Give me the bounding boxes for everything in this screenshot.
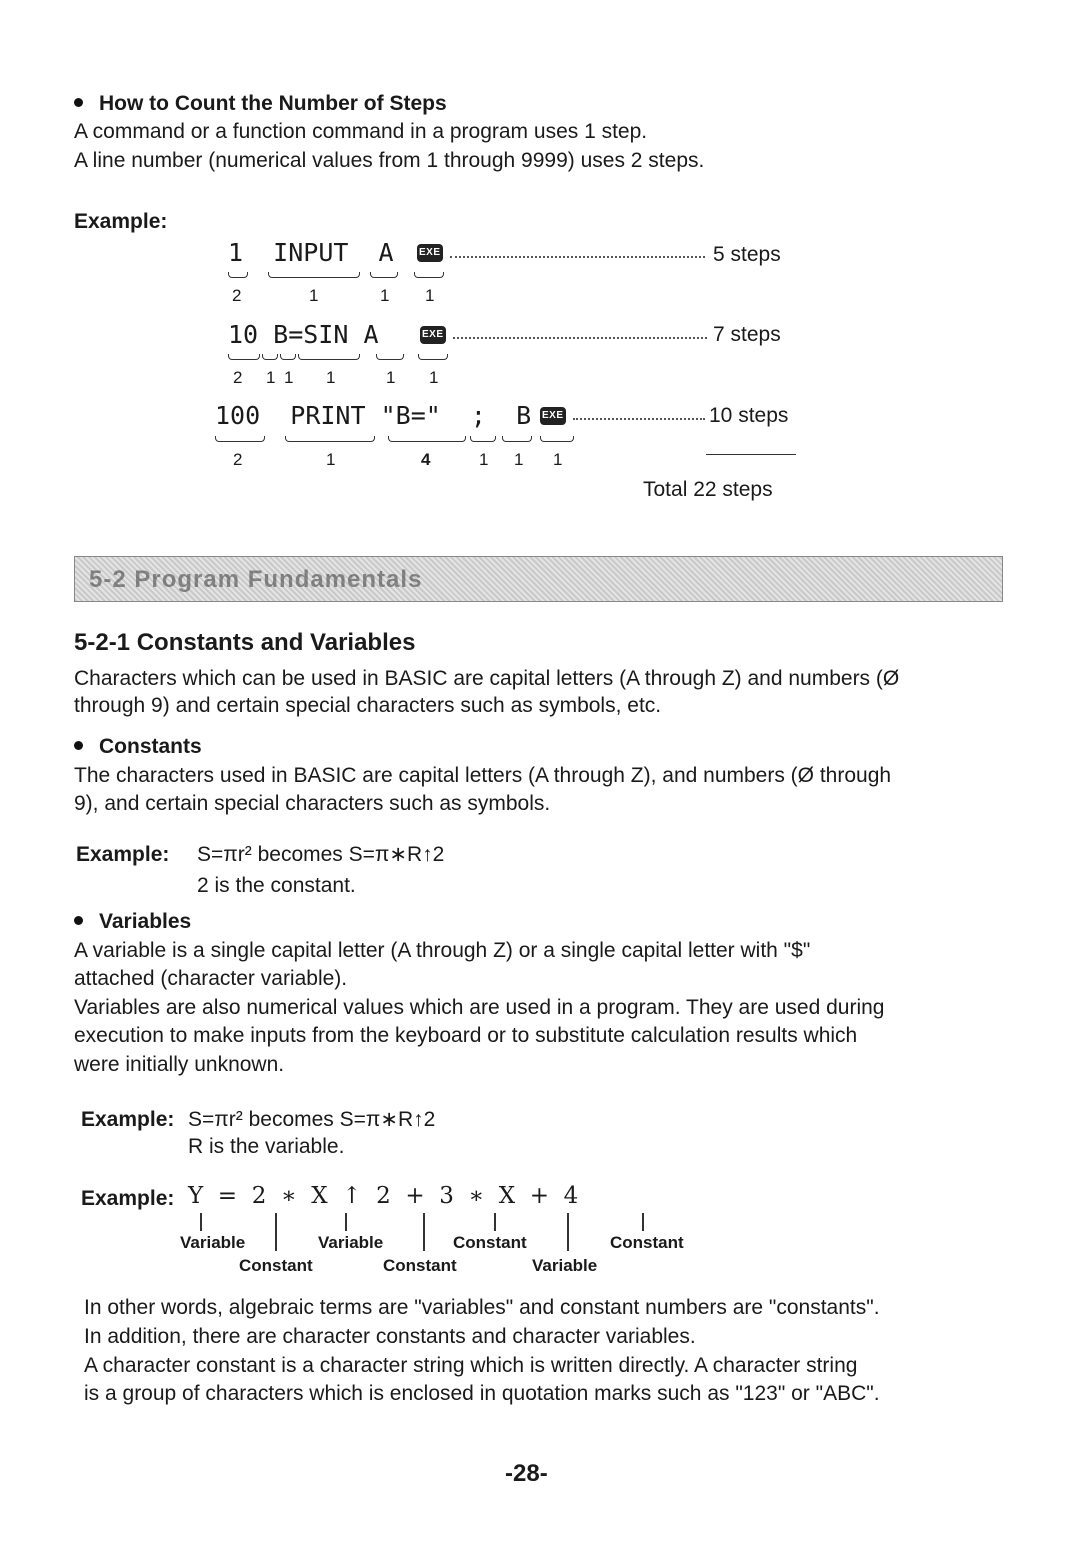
variables-line-2: attached (character variable).	[74, 967, 348, 990]
count-bracket	[376, 354, 404, 360]
steps-heading-text: How to Count the Number of Steps	[99, 92, 447, 115]
example-constant-note: 2 is the constant.	[197, 874, 356, 897]
variables-line-3: Variables are also numerical values which are used in a program. They are used during	[74, 996, 885, 1019]
count-bracket	[388, 436, 466, 442]
variables-line-4: execution to make inputs from the keyboard or to substitute calculation results which	[74, 1024, 858, 1047]
term-label: Variable	[180, 1233, 246, 1252]
dotted-leader	[450, 256, 705, 258]
steps-heading	[74, 90, 447, 118]
example-label-3: Example:	[81, 1108, 175, 1131]
count-bracket	[228, 272, 248, 278]
variable: B	[516, 401, 532, 430]
pointer-line	[275, 1213, 277, 1251]
paragraph-line-1: In other words, algebraic terms are "variables" and constant numbers are "constants".	[84, 1296, 880, 1319]
step-count: 1	[429, 368, 439, 387]
count-bracket	[298, 354, 360, 360]
command: INPUT	[273, 238, 349, 267]
constants-heading	[74, 733, 202, 761]
count-bracket	[414, 272, 444, 278]
program-line-1	[228, 238, 394, 267]
total-rule	[706, 454, 796, 455]
bullet-icon	[74, 98, 83, 107]
term-label: Constant	[610, 1233, 684, 1252]
string-literal: "B="	[380, 401, 441, 430]
line-number: 1	[228, 238, 244, 267]
paragraph-line-3: A character constant is a character string which is written directly. A character string	[84, 1354, 858, 1377]
count-bracket	[280, 354, 296, 360]
count-bracket	[418, 354, 448, 360]
step-count: 2	[233, 450, 243, 469]
step-count: 1	[386, 368, 396, 387]
constants-line-1: The characters used in BASIC are capital letters (A through Z), and numbers (Ø through	[74, 764, 892, 787]
count-bracket	[268, 272, 360, 278]
step-count: 1	[326, 368, 336, 387]
constants-line-2: 9), and certain special characters such as symbols.	[74, 792, 551, 815]
term-label: Constant	[239, 1256, 313, 1275]
example-label-1: Example:	[74, 210, 168, 233]
step-count: 1	[266, 368, 276, 387]
variables-heading-text: Variables	[99, 910, 192, 933]
example-label-2: Example:	[76, 843, 170, 866]
total-steps: Total 22 steps	[643, 478, 773, 501]
count-bracket	[262, 354, 278, 360]
example-constant-expression: S=πr² becomes S=π∗R↑2	[197, 843, 445, 866]
dotted-leader	[453, 337, 707, 339]
variable: A	[378, 238, 394, 267]
banner-title: 5-2 Program Fundamentals	[89, 566, 423, 593]
step-count: 2	[232, 286, 242, 305]
step-count: 1	[479, 450, 489, 469]
term-label: Constant	[453, 1233, 527, 1252]
dotted-leader	[573, 418, 705, 420]
paragraph-line-4: is a group of characters which is enclosed in quotation marks such as "123" or "ABC".	[84, 1382, 880, 1405]
intro-line-2: through 9) and certain special characters such as symbols, etc.	[74, 694, 662, 717]
variables-heading	[74, 908, 191, 936]
steps-count-3: 10 steps	[709, 404, 789, 427]
step-count: 1	[425, 286, 435, 305]
step-count: 1	[553, 450, 563, 469]
constants-variables-heading: 5-2-1 Constants and Variables	[74, 629, 416, 656]
count-bracket	[470, 436, 496, 442]
separator: ;	[470, 401, 486, 430]
example-variable-note: R is the variable.	[188, 1135, 345, 1158]
command: PRINT	[290, 401, 366, 430]
step-count: 1	[326, 450, 336, 469]
step-count: 1	[380, 286, 390, 305]
count-bracket	[540, 436, 574, 442]
count-bracket	[370, 272, 398, 278]
program-line-2: 10 B=SIN A	[228, 320, 379, 349]
steps-line-1: A command or a function command in a program uses 1 step.	[74, 120, 648, 143]
count-bracket	[285, 436, 375, 442]
step-count: 1	[309, 286, 319, 305]
bullet-icon	[74, 741, 83, 750]
count-bracket	[215, 436, 265, 442]
pointer-line	[423, 1213, 425, 1251]
page-number: -28-	[505, 1460, 548, 1487]
step-count: 4	[421, 450, 431, 469]
steps-count-2: 7 steps	[713, 323, 781, 346]
step-count: 1	[514, 450, 524, 469]
exe-key-icon: EXE	[417, 244, 443, 262]
paragraph-line-2: In addition, there are character constants and character variables.	[84, 1325, 696, 1348]
pointer-line	[200, 1213, 202, 1231]
program-line-3	[215, 401, 531, 430]
section-banner	[74, 556, 1003, 602]
term-label: Variable	[318, 1233, 384, 1252]
count-bracket	[502, 436, 532, 442]
bullet-icon	[74, 916, 83, 925]
example-variable-expression: S=πr² becomes S=π∗R↑2	[188, 1108, 436, 1131]
pointer-line	[567, 1213, 569, 1251]
example-expression: Y = 2 ∗ X ↑ 2 + 3 ∗ X + 4	[188, 1183, 579, 1209]
step-count: 2	[233, 368, 243, 387]
exe-key-icon: EXE	[420, 326, 446, 344]
pointer-line	[494, 1213, 496, 1231]
count-bracket	[228, 354, 260, 360]
example-label-4: Example:	[81, 1187, 175, 1210]
pointer-line	[345, 1213, 347, 1231]
step-count: 1	[284, 368, 294, 387]
line-number: 100	[215, 401, 261, 430]
variables-line-1: A variable is a single capital letter (A through Z) or a single capital letter with "$"	[74, 939, 811, 962]
steps-count-1: 5 steps	[713, 243, 781, 266]
exe-key-icon: EXE	[540, 407, 566, 425]
pointer-line	[642, 1213, 644, 1231]
constants-heading-text: Constants	[99, 735, 202, 758]
term-label: Constant	[383, 1256, 457, 1275]
intro-line-1: Characters which can be used in BASIC are capital letters (A through Z) and numbers (Ø	[74, 667, 900, 690]
steps-line-2: A line number (numerical values from 1 through 9999) uses 2 steps.	[74, 149, 705, 172]
term-label: Variable	[532, 1256, 598, 1275]
variables-line-5: were initially unknown.	[74, 1053, 285, 1076]
